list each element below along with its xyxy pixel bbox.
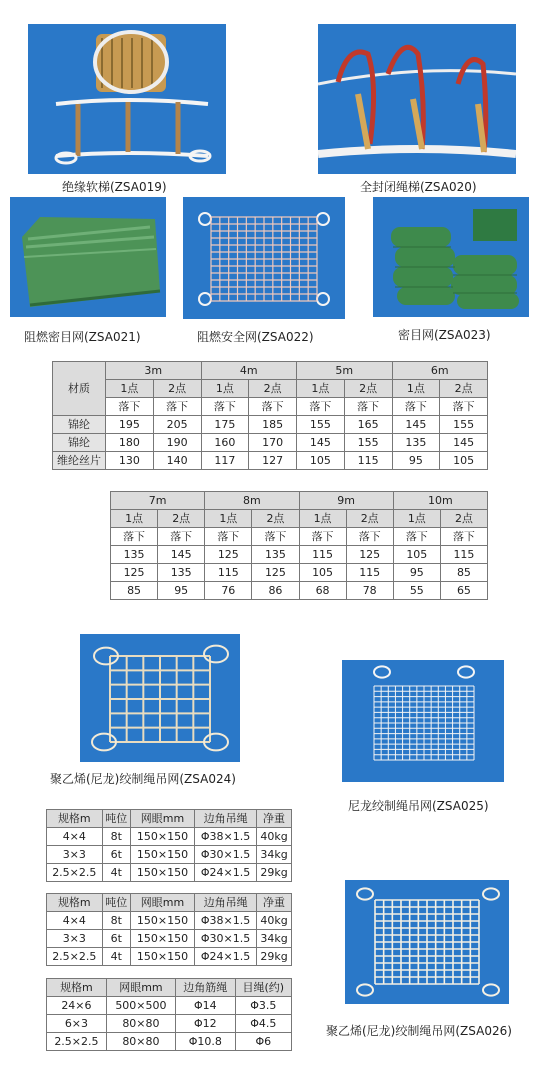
value-cell: 105	[393, 546, 440, 564]
drop-header: 落下	[252, 528, 299, 546]
value-cell: 125	[205, 546, 252, 564]
table-row	[47, 997, 292, 1015]
point-header: 2点	[440, 380, 488, 398]
table-cell: 150×150	[130, 930, 194, 948]
cargo-net-spec-table-2	[46, 893, 292, 966]
column-header: 吨位	[102, 810, 130, 828]
point-header: 1点	[201, 380, 249, 398]
table-cell: Φ12	[176, 1015, 236, 1033]
value-cell: 155	[440, 416, 488, 434]
table-row	[53, 416, 488, 434]
table-cell: 34kg	[257, 846, 292, 864]
value-cell: 140	[153, 452, 201, 470]
value-cell: 85	[440, 564, 487, 582]
photo-dense-mesh	[373, 197, 529, 317]
caption-zsa026: 聚乙烯(尼龙)绞制绳吊网(ZSA026)	[326, 1024, 512, 1038]
span-header: 8m	[205, 492, 299, 510]
table-cell: 2.5×2.5	[47, 1033, 107, 1051]
drop-header: 落下	[249, 398, 297, 416]
table-cell: 2.5×2.5	[47, 864, 103, 882]
caption-zsa020: 全封闭绳梯(ZSA020)	[360, 180, 477, 194]
table-row	[111, 564, 488, 582]
table-row	[53, 452, 488, 470]
point-header: 1点	[111, 510, 158, 528]
span-header: 7m	[111, 492, 205, 510]
drop-header: 落下	[346, 528, 393, 546]
value-cell: 135	[392, 434, 440, 452]
table-cell: Φ4.5	[235, 1015, 291, 1033]
drop-header: 落下	[205, 528, 252, 546]
value-cell: 145	[158, 546, 205, 564]
value-cell: 105	[299, 564, 346, 582]
table-cell: 150×150	[130, 846, 194, 864]
table-cell: 80×80	[106, 1033, 175, 1051]
caption-zsa019: 绝缘软梯(ZSA019)	[62, 180, 167, 194]
material-cell: 维纶丝片	[53, 452, 106, 470]
table-cell: 24×6	[47, 997, 107, 1015]
column-header: 网眼mm	[106, 979, 175, 997]
table-cell: Φ24×1.5	[195, 864, 257, 882]
cargo-net-spec-table-3	[46, 978, 292, 1051]
photo-flame-retardant-mesh	[10, 197, 166, 317]
value-cell: 115	[344, 452, 392, 470]
value-cell: 125	[111, 564, 158, 582]
drop-test-table-3m-6m	[52, 361, 488, 470]
column-header: 规格m	[47, 979, 107, 997]
value-cell: 105	[297, 452, 345, 470]
caption-zsa025: 尼龙绞制绳吊网(ZSA025)	[348, 799, 489, 813]
table-row	[111, 546, 488, 564]
value-cell: 115	[205, 564, 252, 582]
value-cell: 135	[158, 564, 205, 582]
table-cell: 8t	[102, 828, 130, 846]
table-row	[47, 930, 292, 948]
value-cell: 127	[249, 452, 297, 470]
table-cell: 4×4	[47, 828, 103, 846]
drop-header: 落下	[299, 528, 346, 546]
table-cell: Φ14	[176, 997, 236, 1015]
table-row	[47, 912, 292, 930]
value-cell: 135	[252, 546, 299, 564]
value-cell: 55	[393, 582, 440, 600]
value-cell: 145	[392, 416, 440, 434]
drop-header: 落下	[201, 398, 249, 416]
value-cell: 175	[201, 416, 249, 434]
value-cell: 78	[346, 582, 393, 600]
drop-test-table-7m-10m	[110, 491, 488, 600]
drop-header: 落下	[393, 528, 440, 546]
value-cell: 170	[249, 434, 297, 452]
drop-header: 落下	[440, 398, 488, 416]
table-cell: Φ6	[235, 1033, 291, 1051]
span-header: 3m	[106, 362, 202, 380]
table-cell: 4t	[102, 948, 130, 966]
drop-header: 落下	[344, 398, 392, 416]
table-cell: Φ24×1.5	[195, 948, 257, 966]
value-cell: 165	[344, 416, 392, 434]
value-cell: 117	[201, 452, 249, 470]
table-cell: 150×150	[130, 948, 194, 966]
table-row	[47, 948, 292, 966]
table-cell: 29kg	[257, 864, 292, 882]
photo-cargo-net-zsa024	[80, 634, 240, 762]
value-cell: 115	[299, 546, 346, 564]
drop-header: 落下	[106, 398, 154, 416]
value-cell: 125	[346, 546, 393, 564]
value-cell: 160	[201, 434, 249, 452]
table-row	[47, 846, 292, 864]
point-header: 2点	[249, 380, 297, 398]
table-cell: 6×3	[47, 1015, 107, 1033]
value-cell: 68	[299, 582, 346, 600]
value-cell: 95	[393, 564, 440, 582]
point-header: 1点	[392, 380, 440, 398]
table-row	[47, 828, 292, 846]
column-header: 净重	[257, 894, 292, 912]
table-cell: 6t	[102, 930, 130, 948]
value-cell: 185	[249, 416, 297, 434]
value-cell: 65	[440, 582, 487, 600]
table-cell: 40kg	[257, 828, 292, 846]
table-cell: 29kg	[257, 948, 292, 966]
column-header: 网眼mm	[130, 894, 194, 912]
span-header: 4m	[201, 362, 297, 380]
value-cell: 135	[111, 546, 158, 564]
table-cell: Φ10.8	[176, 1033, 236, 1051]
table-cell: 3×3	[47, 930, 103, 948]
caption-zsa022: 阻燃安全网(ZSA022)	[197, 330, 314, 344]
caption-zsa023: 密目网(ZSA023)	[398, 328, 491, 342]
value-cell: 115	[440, 546, 487, 564]
column-header: 目绳(约)	[235, 979, 291, 997]
photo-insulated-ladder	[28, 24, 226, 174]
point-header: 2点	[440, 510, 487, 528]
drop-header: 落下	[297, 398, 345, 416]
photo-cargo-net-zsa025	[342, 660, 504, 782]
value-cell: 180	[106, 434, 154, 452]
column-header: 吨位	[102, 894, 130, 912]
table-cell: 2.5×2.5	[47, 948, 103, 966]
table-cell: 6t	[102, 846, 130, 864]
table-cell: Φ3.5	[235, 997, 291, 1015]
value-cell: 95	[158, 582, 205, 600]
drop-header: 落下	[440, 528, 487, 546]
point-header: 2点	[252, 510, 299, 528]
column-header: 边角吊绳	[195, 894, 257, 912]
photo-cargo-net-zsa026	[345, 880, 509, 1004]
table-row	[111, 582, 488, 600]
cargo-net-spec-table-1	[46, 809, 292, 882]
caption-zsa024: 聚乙烯(尼龙)绞制绳吊网(ZSA024)	[50, 772, 236, 786]
value-cell: 86	[252, 582, 299, 600]
table-cell: Φ38×1.5	[195, 912, 257, 930]
value-cell: 130	[106, 452, 154, 470]
table-cell: 8t	[102, 912, 130, 930]
column-header: 净重	[257, 810, 292, 828]
table-cell: Φ30×1.5	[195, 930, 257, 948]
drop-header: 落下	[392, 398, 440, 416]
drop-header: 落下	[111, 528, 158, 546]
point-header: 1点	[106, 380, 154, 398]
photo-sealed-rope-ladder	[318, 24, 516, 174]
table-cell: 4×4	[47, 912, 103, 930]
value-cell: 155	[297, 416, 345, 434]
value-cell: 190	[153, 434, 201, 452]
drop-header: 落下	[153, 398, 201, 416]
value-cell: 85	[111, 582, 158, 600]
column-header: 边角筋绳	[176, 979, 236, 997]
value-cell: 205	[153, 416, 201, 434]
point-header: 2点	[153, 380, 201, 398]
point-header: 1点	[393, 510, 440, 528]
table-row	[47, 864, 292, 882]
point-header: 2点	[344, 380, 392, 398]
table-cell: 4t	[102, 864, 130, 882]
column-header: 规格m	[47, 810, 103, 828]
table-row	[53, 434, 488, 452]
caption-zsa021: 阻燃密目网(ZSA021)	[24, 330, 141, 344]
value-cell: 105	[440, 452, 488, 470]
span-header: 10m	[393, 492, 487, 510]
value-cell: 145	[440, 434, 488, 452]
point-header: 2点	[346, 510, 393, 528]
table-cell: 150×150	[130, 912, 194, 930]
span-header: 6m	[392, 362, 488, 380]
value-cell: 115	[346, 564, 393, 582]
column-header: 规格m	[47, 894, 103, 912]
column-header: 网眼mm	[130, 810, 194, 828]
drop-header: 落下	[158, 528, 205, 546]
value-cell: 95	[392, 452, 440, 470]
point-header: 1点	[297, 380, 345, 398]
table-row	[47, 1033, 292, 1051]
table-cell: 150×150	[130, 828, 194, 846]
value-cell: 195	[106, 416, 154, 434]
point-header: 1点	[299, 510, 346, 528]
span-header: 5m	[297, 362, 393, 380]
point-header: 2点	[158, 510, 205, 528]
table-cell: 34kg	[257, 930, 292, 948]
material-header: 材质	[53, 362, 106, 416]
table-cell: Φ38×1.5	[195, 828, 257, 846]
value-cell: 76	[205, 582, 252, 600]
value-cell: 155	[344, 434, 392, 452]
value-cell: 145	[297, 434, 345, 452]
material-cell: 锦纶	[53, 416, 106, 434]
table-cell: 500×500	[106, 997, 175, 1015]
table-cell: Φ30×1.5	[195, 846, 257, 864]
span-header: 9m	[299, 492, 393, 510]
column-header: 边角吊绳	[195, 810, 257, 828]
material-cell: 锦纶	[53, 434, 106, 452]
table-cell: 40kg	[257, 912, 292, 930]
point-header: 1点	[205, 510, 252, 528]
table-cell: 150×150	[130, 864, 194, 882]
table-cell: 80×80	[106, 1015, 175, 1033]
value-cell: 125	[252, 564, 299, 582]
table-cell: 3×3	[47, 846, 103, 864]
photo-safety-net	[183, 197, 345, 319]
table-row	[47, 1015, 292, 1033]
